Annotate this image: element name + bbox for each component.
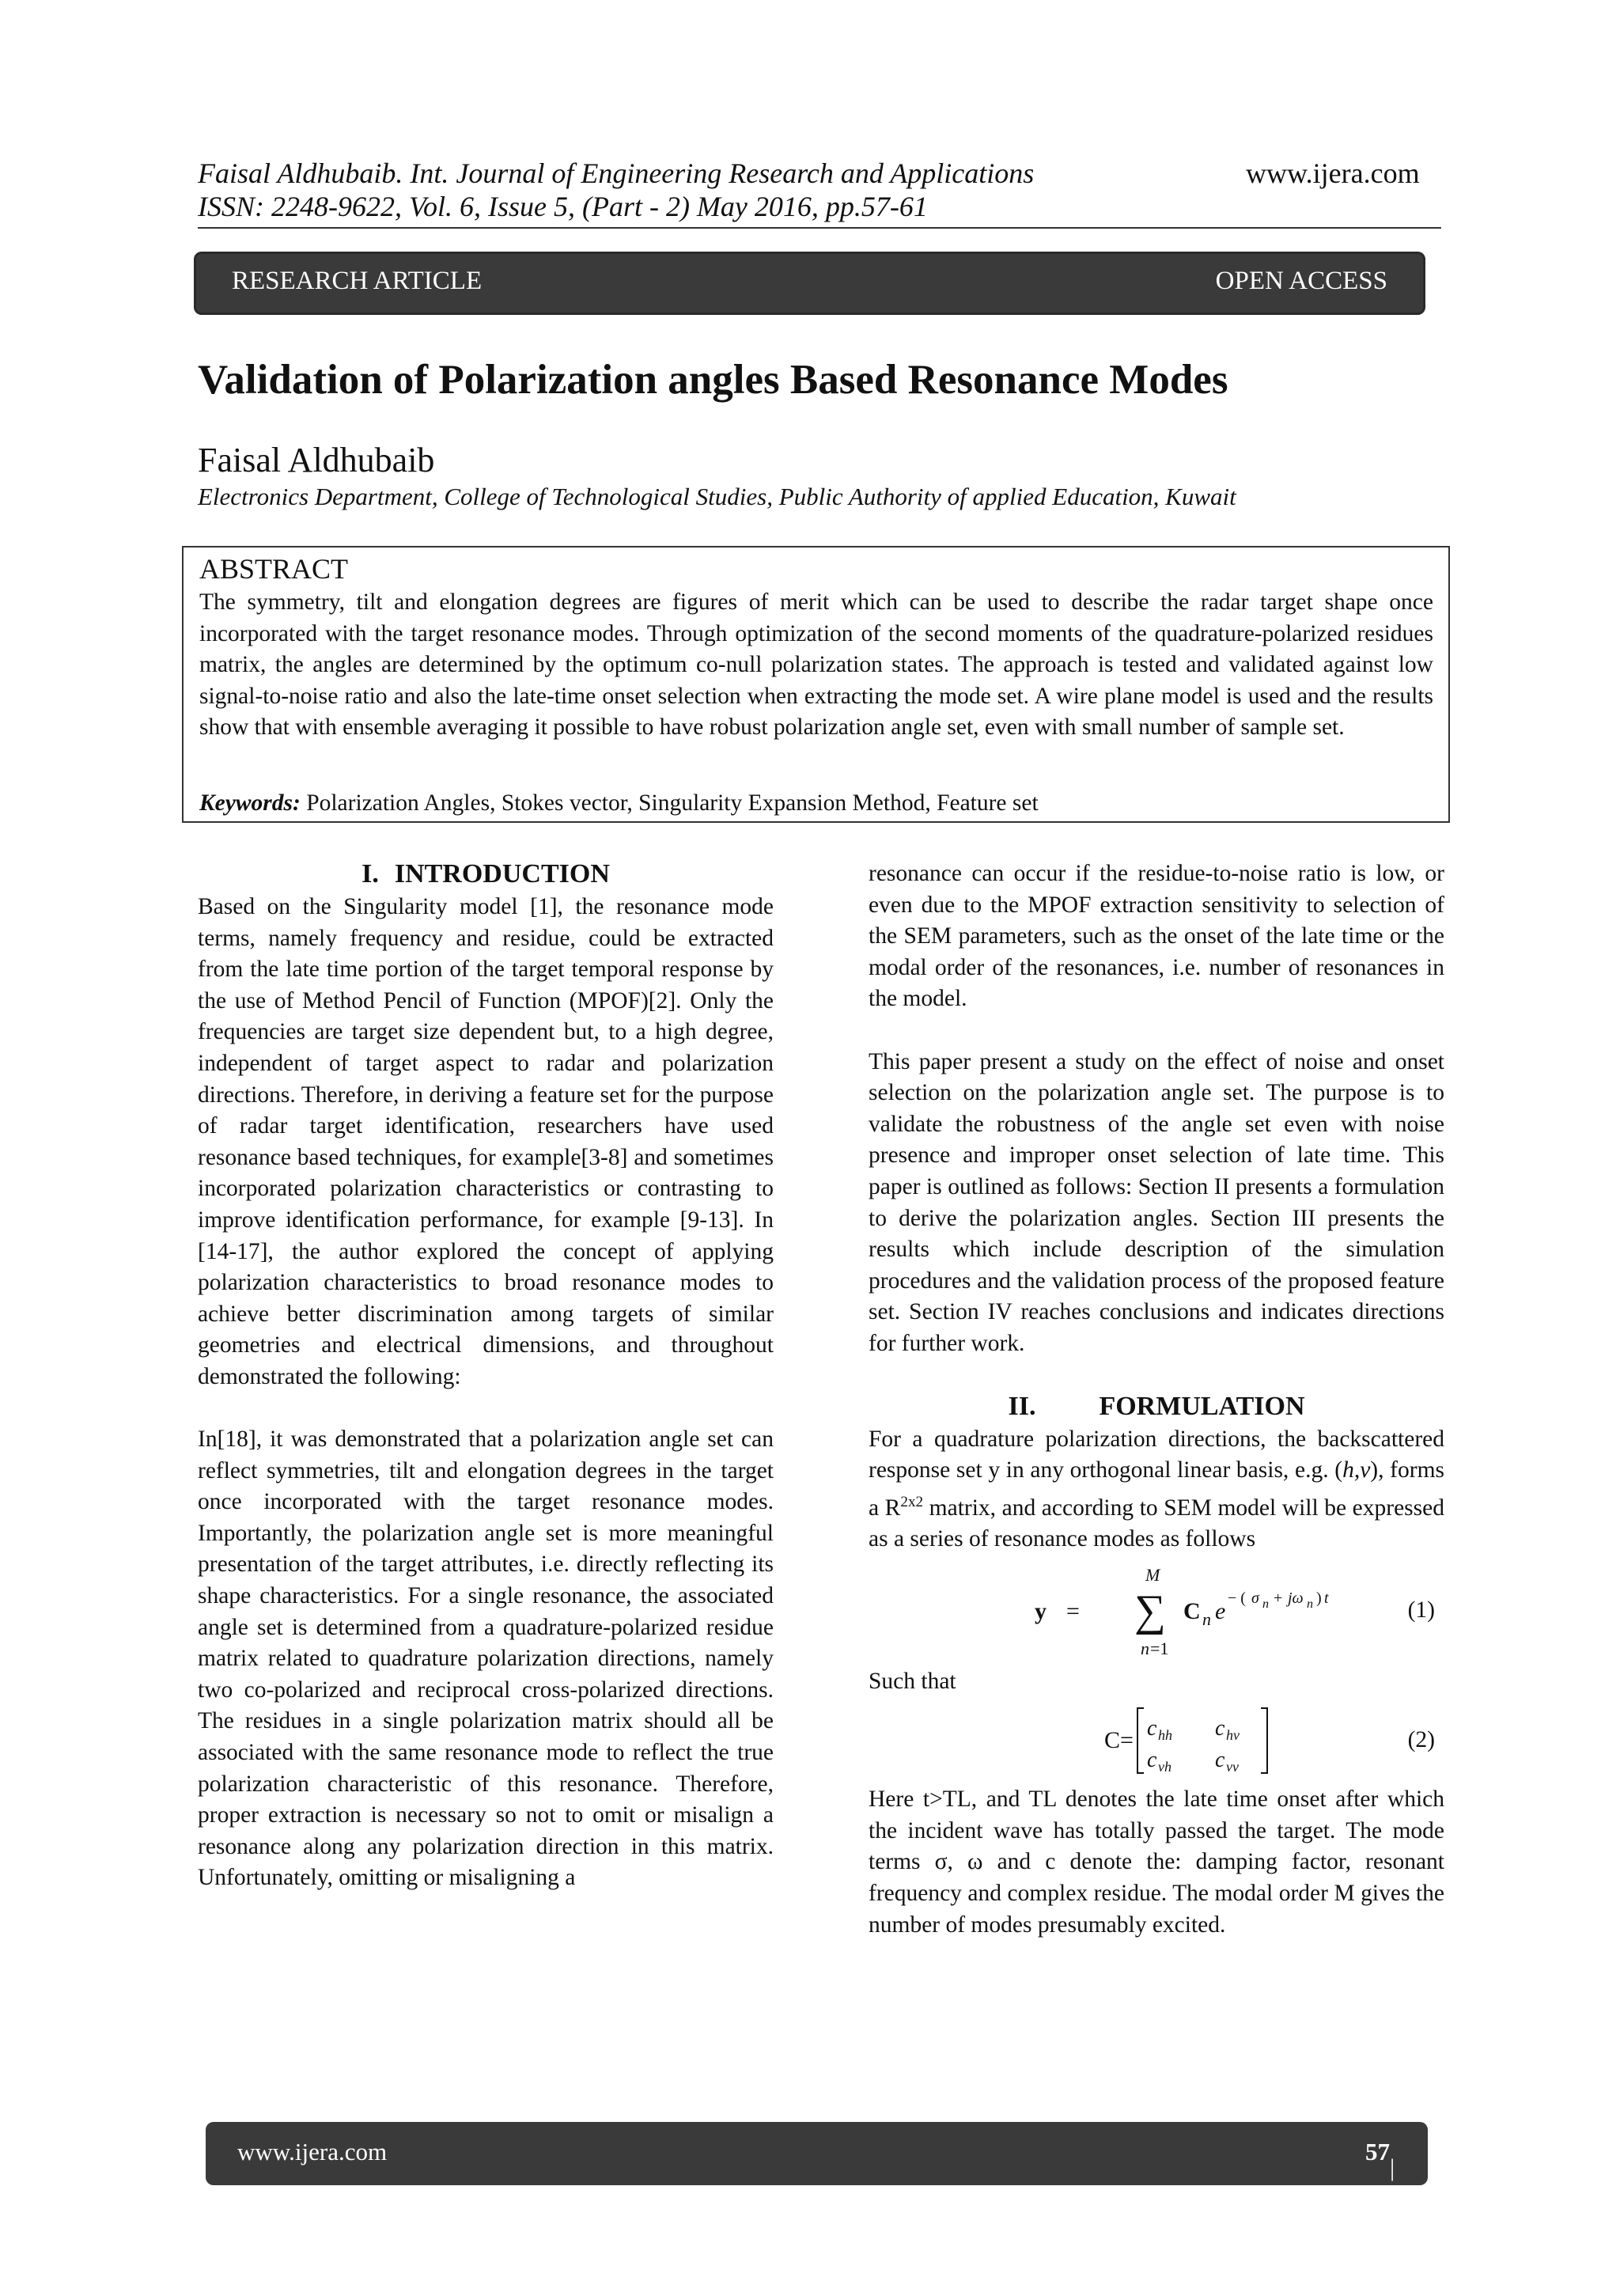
header-website[interactable]: www.ijera.com [1246,157,1420,189]
svg-text:C: C [1183,1597,1201,1624]
svg-text:σ: σ [1251,1589,1259,1607]
right-column [869,858,1444,1941]
svg-text:hh: hh [1158,1727,1172,1744]
left-column [198,858,774,1894]
svg-text:n: n [1262,1597,1269,1611]
equation-1 [869,1555,1444,1666]
svg-text:=1: =1 [1150,1638,1169,1658]
equation-2-number: (2) [1407,1727,1435,1753]
author-affiliation: Electronics Department, College of Technological Studies, Public Authority of applied Education, Kuwait [198,483,1236,510]
section-title: FORMULATION [1099,1391,1305,1421]
svg-text:n: n [1202,1608,1211,1629]
equation-2 [869,1697,1444,1784]
svg-text:c: c [1215,1748,1225,1773]
svg-text:): ) [1316,1589,1322,1607]
equation-2-formula [948,1697,1422,1784]
section-heading-formulation [869,1391,1444,1423]
svg-text:c: c [1147,1748,1157,1773]
keywords [199,788,1039,818]
svg-text:vh: vh [1158,1759,1171,1775]
abstract-box [182,546,1450,823]
svg-text:jω: jω [1288,1589,1304,1607]
open-access-label: OPEN ACCESS [1215,267,1387,295]
author-name: Faisal Aldhubaib [198,441,435,479]
keywords-label: Keywords: [199,790,301,816]
formulation-paragraph-2: Here t>TL, and TL denotes the late time onset after which the incident wave has totally passed the target. The mode terms σ, ω and c denote the: damping factor, resonant frequency and complex residue. The modal order M gives the number of modes presumably excited. [869,1786,1444,1938]
footer-page-number: 57 | P a g e [1365,2138,1403,2295]
svg-text:M: M [1145,1564,1160,1585]
equation-1-number: (1) [1407,1597,1435,1623]
svg-text:+: + [1274,1589,1283,1607]
svg-text:y: y [1035,1597,1047,1624]
formulation-paragraph-1: For a quadrature polarization directions, the backscattered response set y in any orthogonal linear basis, e.g. (h,v), forms a $R^{2x2}$ matrix, and according to SEM model will be expressed as a series of resonance modes as follows [869,1426,1444,1552]
paper-title: Validation of Polarization angles Based Resonance Modes [198,357,1228,403]
section-number: I. [361,859,379,888]
svg-text:vv: vv [1226,1759,1239,1775]
footer-website[interactable]: www.ijera.com [237,2138,388,2165]
intro-paragraph-4: This paper present a study on the effect of noise and onset selection on the polarization angle set. The purpose is to validate the robustness of the angle set even with noise presence and improper onset selection of late time. This paper is outlined as follows: Section II presents a formulation to derive the polarization angles. Section III presents the results which include description of the simulation procedures and the validation process of the proposed feature set. Section IV reaches conclusions and indicates directions for further work. [869,1048,1444,1356]
keywords-list: Polarization Angles, Stokes vector, Singularity Expansion Method, Feature set [300,790,1039,816]
svg-text:n: n [1307,1597,1313,1611]
svg-text:− (: − ( [1228,1589,1246,1607]
article-type-banner [194,252,1425,315]
svg-text:t: t [1324,1589,1329,1607]
section-number: II. [1008,1391,1036,1421]
such-that-label: Such that [869,1668,956,1694]
svg-text:∑: ∑ [1134,1586,1166,1635]
equation-1-formula [948,1555,1422,1666]
svg-text:c: c [1215,1716,1225,1741]
issn-line: ISSN: 2248-9622, Vol. 6, Issue 5, (Part - 2) May 2016, pp.57-61 [198,191,928,222]
intro-paragraph-3: resonance can occur if the residue-to-noise ratio is low, or even due to the MPOF extraction sensitivity to selection of the SEM parameters, such as the onset of the late time or the modal order of the resonances, i.e. number of resonances in the model. [869,861,1444,1012]
intro-paragraph-2: In[18], it was demonstrated that a polarization angle set can reflect symmetries, tilt and elongation degrees in the target once incorporated with the target resonance modes. Importantly, the polarization angle set is more meaningful presentation of the target attributes, i.e. directly reflecting its shape characteristics. For a single resonance, the associated angle set is determined from a quadrature-polarized residue matrix related to quadrature polarization directions, namely two co-polarized and reciprocal cross-polarized directions. The residues in a single polarization matrix should all be associated with the same resonance mode to reflect the true polarization characteristic of this resonance. Therefore, proper extraction is necessary so not to omit or misalign a resonance along any polarization direction in this matrix. Unfortunately, omitting or misaligning a [198,1426,774,1891]
section-title: INTRODUCTION [394,859,610,888]
abstract-heading: ABSTRACT [199,553,349,585]
svg-text:n: n [1141,1638,1149,1658]
intro-paragraph-1: Based on the Singularity model [1], the resonance mode terms, namely frequency and residue, could be extracted from the late time portion of the target temporal response by the use of Method Pencil of Function (MPOF)[2]. Only the frequencies are target size dependent but, to a high degree, independent of target aspect to radar and polarization directions. Therefore, in deriving a feature set for the purpose of radar target identification, researchers have used resonance based techniques, for example[3-8] and sometimes incorporated polarization characteristics or contrasting to improve identification performance, for example [9-13]. In [14-17], the author explored the concept of applying polarization characteristics to broad resonance modes to achieve better discrimination among targets of similar geometries and electrical dimensions, and throughout demonstrated the following: [198,894,774,1389]
svg-text:=: = [1066,1597,1080,1624]
svg-text:C=: C= [1104,1727,1134,1754]
svg-text:c: c [1147,1716,1157,1741]
svg-text:e: e [1215,1597,1226,1624]
journal-line: Faisal Aldhubaib. Int. Journal of Engineering Research and Applications [198,157,1035,189]
page-footer [206,2122,1428,2295]
abstract-text: The symmetry, tilt and elongation degrees are figures of merit which can be used to describe the radar target shape once incorporated with the target resonance modes. Through optimization of the second moments of the quadrature-polarized residues matrix, the angles are determined by the optimum co-null polarization states. The approach is tested and validated against low signal-to-noise ratio and also the late-time onset selection when extracting the mode set. A wire plane model is used and the results show that with ensemble averaging it possible to have robust polarization angle set, even with small number of sample set. [199,589,1433,741]
header-rule [198,227,1441,229]
section-heading-introduction [198,858,774,890]
research-article-label: RESEARCH ARTICLE [232,267,483,295]
svg-text:hv: hv [1226,1727,1240,1744]
